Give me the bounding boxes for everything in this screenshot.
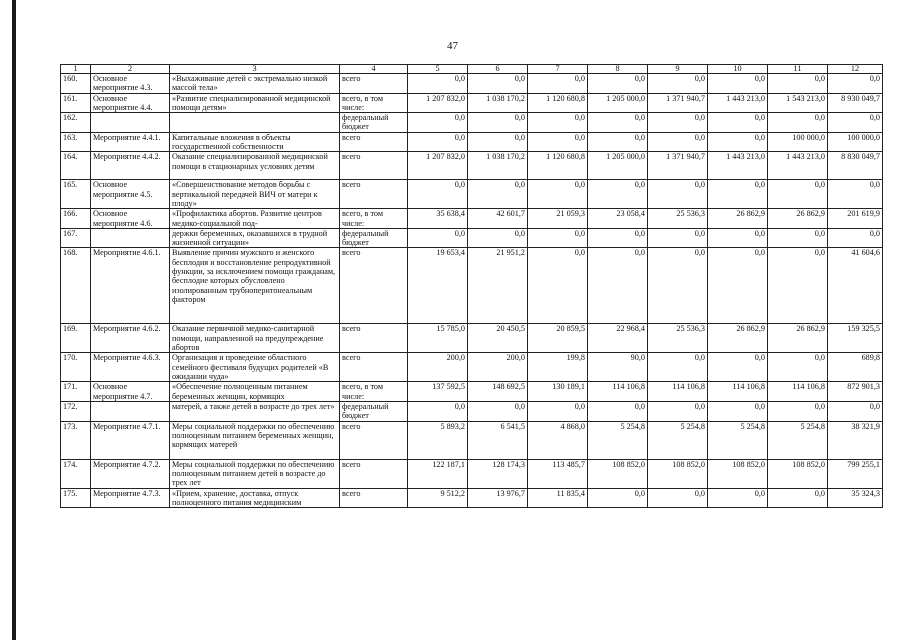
measure-description-cell: Выявление причин мужского и женского бесплодия и восстановление репродуктивной функции, за исключением помощи гражданам, бесплодие которых обусловлено изолированным трубноперитонеальным фактором [170,248,340,324]
year-value-cell: 0,0 [708,248,768,324]
year-value-cell: 0,0 [768,488,828,508]
total-value-cell: 41 604,6 [828,248,883,324]
year-value-cell: 13 976,7 [468,488,528,508]
year-value-cell: 0,0 [408,74,468,94]
row-number-cell: 163. [61,132,91,152]
year-value-cell: 0,0 [648,402,708,422]
total-value-cell: 872 901,3 [828,382,883,402]
measure-description-cell: «Выхаживание детей с экстремально низкой массой тела» [170,74,340,94]
table-row [61,488,883,508]
year-value-cell: 0,0 [468,113,528,133]
year-value-cell: 0,0 [408,402,468,422]
year-value-cell: 1 120 680,8 [528,93,588,113]
year-value-cell: 0,0 [528,228,588,248]
year-value-cell: 1 443 213,0 [708,93,768,113]
year-value-cell: 0,0 [708,228,768,248]
table-header-row [61,65,883,74]
row-number-cell: 174. [61,459,91,488]
measure-description-cell: Меры социальной поддержки по обеспечению полноценным питанием детей в возрасте до трех лет [170,459,340,488]
year-value-cell: 5 254,8 [768,421,828,459]
funding-source-cell: всего [340,180,408,209]
measure-name-cell [91,228,170,248]
year-value-cell: 21 951,2 [468,248,528,324]
year-value-cell: 11 835,4 [528,488,588,508]
year-value-cell: 1 543 213,0 [768,93,828,113]
year-value-cell: 0,0 [708,402,768,422]
table-row [61,353,883,382]
year-value-cell: 0,0 [648,113,708,133]
funding-source-cell: всего [340,132,408,152]
measure-name-cell: Мероприятие 4.6.2. [91,324,170,353]
header-cell: 1 [61,65,91,74]
year-value-cell: 5 254,8 [648,421,708,459]
measure-description-cell: матерей, а также детей в возрасте до трех лет» [170,402,340,422]
funding-source-cell: всего [340,459,408,488]
year-value-cell: 0,0 [768,248,828,324]
measure-description-cell: Оказание специализированной медицинской помощи в стационарных условиях детям [170,152,340,180]
year-value-cell: 0,0 [528,132,588,152]
year-value-cell: 42 601,7 [468,209,528,229]
year-value-cell: 108 852,0 [648,459,708,488]
year-value-cell: 1 205 000,0 [588,93,648,113]
year-value-cell: 108 852,0 [708,459,768,488]
table-row [61,248,883,324]
measure-name-cell: Мероприятие 4.7.3. [91,488,170,508]
row-number-cell: 162. [61,113,91,133]
year-value-cell: 0,0 [708,488,768,508]
year-value-cell: 0,0 [408,180,468,209]
year-value-cell: 122 187,1 [408,459,468,488]
year-value-cell: 0,0 [708,113,768,133]
year-value-cell: 1 443 213,0 [768,152,828,180]
table-row [61,228,883,248]
year-value-cell: 0,0 [588,132,648,152]
measure-name-cell: Основное мероприятие 4.5. [91,180,170,209]
year-value-cell: 199,8 [528,353,588,382]
year-value-cell: 0,0 [768,228,828,248]
year-value-cell: 113 485,7 [528,459,588,488]
year-value-cell: 0,0 [588,180,648,209]
row-number-cell: 168. [61,248,91,324]
row-number-cell: 169. [61,324,91,353]
page-number: 47 [447,40,458,52]
row-number-cell: 164. [61,152,91,180]
year-value-cell: 200,0 [408,353,468,382]
year-value-cell: 100 000,0 [768,132,828,152]
funding-source-cell: всего [340,152,408,180]
year-value-cell: 0,0 [588,248,648,324]
measure-name-cell [91,113,170,133]
measure-description-cell: «Развитие специализированной медицинской помощи детям» [170,93,340,113]
year-value-cell: 0,0 [408,228,468,248]
total-value-cell: 0,0 [828,180,883,209]
measure-name-cell: Мероприятие 4.7.2. [91,459,170,488]
total-value-cell: 201 619,9 [828,209,883,229]
measure-name-cell: Основное мероприятие 4.3. [91,74,170,94]
measure-description-cell [170,113,340,133]
year-value-cell: 0,0 [768,74,828,94]
measure-description-cell: Капитальные вложения в объекты государственной собственности [170,132,340,152]
funding-source-cell: федеральный бюджет [340,113,408,133]
year-value-cell: 0,0 [768,353,828,382]
year-value-cell: 23 058,4 [588,209,648,229]
year-value-cell: 1 205 000,0 [588,152,648,180]
year-value-cell: 6 541,5 [468,421,528,459]
table-row [61,459,883,488]
year-value-cell: 0,0 [528,402,588,422]
year-value-cell: 9 512,2 [408,488,468,508]
year-value-cell: 20 450,5 [468,324,528,353]
row-number-cell: 160. [61,74,91,94]
year-value-cell: 0,0 [468,132,528,152]
funding-source-cell: федеральный бюджет [340,402,408,422]
year-value-cell: 5 254,8 [588,421,648,459]
year-value-cell: 0,0 [648,488,708,508]
header-cell: 10 [708,65,768,74]
year-value-cell: 21 059,3 [528,209,588,229]
measure-name-cell: Мероприятие 4.4.2. [91,152,170,180]
row-number-cell: 170. [61,353,91,382]
year-value-cell: 108 852,0 [588,459,648,488]
year-value-cell: 90,0 [588,353,648,382]
row-number-cell: 172. [61,402,91,422]
measure-description-cell: «Обеспечение полноценным питанием беременных женщин, кормящих [170,382,340,402]
year-value-cell: 148 692,5 [468,382,528,402]
year-value-cell: 128 174,3 [468,459,528,488]
total-value-cell: 0,0 [828,113,883,133]
row-number-cell: 173. [61,421,91,459]
header-cell: 7 [528,65,588,74]
year-value-cell: 0,0 [468,180,528,209]
funding-source-cell: всего, в том числе: [340,382,408,402]
funding-source-cell: всего [340,488,408,508]
header-cell: 4 [340,65,408,74]
year-value-cell: 1 207 832,0 [408,93,468,113]
funding-source-cell: всего [340,421,408,459]
row-number-cell: 175. [61,488,91,508]
total-value-cell: 0,0 [828,402,883,422]
year-value-cell: 0,0 [648,228,708,248]
scan-edge-bar [12,0,16,640]
year-value-cell: 5 254,8 [708,421,768,459]
year-value-cell: 26 862,9 [768,209,828,229]
year-value-cell: 4 868,0 [528,421,588,459]
year-value-cell: 114 106,8 [768,382,828,402]
header-cell: 9 [648,65,708,74]
year-value-cell: 0,0 [648,132,708,152]
year-value-cell: 130 189,1 [528,382,588,402]
header-cell: 3 [170,65,340,74]
measure-name-cell [91,402,170,422]
header-cell: 5 [408,65,468,74]
year-value-cell: 1 371 940,7 [648,93,708,113]
year-value-cell: 1 120 680,8 [528,152,588,180]
year-value-cell: 26 862,9 [708,324,768,353]
measure-name-cell: Основное мероприятие 4.6. [91,209,170,229]
year-value-cell: 0,0 [768,402,828,422]
year-value-cell: 5 893,2 [408,421,468,459]
year-value-cell: 20 859,5 [528,324,588,353]
table-row [61,324,883,353]
table-row [61,132,883,152]
row-number-cell: 171. [61,382,91,402]
total-value-cell: 0,0 [828,228,883,248]
year-value-cell: 0,0 [648,74,708,94]
year-value-cell: 15 785,0 [408,324,468,353]
table-row [61,93,883,113]
funding-source-cell: всего [340,248,408,324]
measure-description-cell: держки беременных, оказавшихся в трудной жизненной ситуации» [170,228,340,248]
measure-name-cell: Мероприятие 4.6.1. [91,248,170,324]
funding-source-cell: всего [340,74,408,94]
header-cell: 11 [768,65,828,74]
year-value-cell: 26 862,9 [768,324,828,353]
year-value-cell: 0,0 [528,248,588,324]
table-row [61,402,883,422]
year-value-cell: 0,0 [708,180,768,209]
table-row [61,74,883,94]
funding-source-cell: всего [340,353,408,382]
year-value-cell: 35 638,4 [408,209,468,229]
year-value-cell: 108 852,0 [768,459,828,488]
row-number-cell: 167. [61,228,91,248]
year-value-cell: 0,0 [408,113,468,133]
table-row [61,382,883,402]
year-value-cell: 0,0 [708,132,768,152]
funding-source-cell: всего, в том числе: [340,93,408,113]
total-value-cell: 799 255,1 [828,459,883,488]
year-value-cell: 1 038 170,2 [468,93,528,113]
year-value-cell: 0,0 [528,113,588,133]
year-value-cell: 25 536,3 [648,209,708,229]
total-value-cell: 100 000,0 [828,132,883,152]
total-value-cell: 8 830 049,7 [828,152,883,180]
year-value-cell: 0,0 [588,113,648,133]
measure-description-cell: Оказание первичной медико-санитарной помощи, направленной на предупреждение абортов [170,324,340,353]
measure-description-cell: Меры социальной поддержки по обеспечению полноценным питанием беременных женщин, кормящих матерей [170,421,340,459]
year-value-cell: 0,0 [408,132,468,152]
table-row [61,113,883,133]
year-value-cell: 1 371 940,7 [648,152,708,180]
year-value-cell: 0,0 [708,74,768,94]
year-value-cell: 0,0 [768,113,828,133]
year-value-cell: 19 653,4 [408,248,468,324]
year-value-cell: 0,0 [708,353,768,382]
row-number-cell: 165. [61,180,91,209]
year-value-cell: 0,0 [648,248,708,324]
header-cell: 8 [588,65,648,74]
total-value-cell: 689,8 [828,353,883,382]
funding-source-cell: всего, в том числе: [340,209,408,229]
year-value-cell: 0,0 [648,353,708,382]
total-value-cell: 0,0 [828,74,883,94]
measure-description-cell: «Профилактика абортов. Развитие центров медико-социальной под- [170,209,340,229]
year-value-cell: 114 106,8 [708,382,768,402]
year-value-cell: 25 536,3 [648,324,708,353]
table-row [61,421,883,459]
year-value-cell: 137 592,5 [408,382,468,402]
year-value-cell: 0,0 [768,180,828,209]
measure-name-cell: Мероприятие 4.7.1. [91,421,170,459]
funding-source-cell: всего [340,324,408,353]
measure-name-cell: Основное мероприятие 4.7. [91,382,170,402]
total-value-cell: 8 930 049,7 [828,93,883,113]
budget-table [60,64,883,508]
total-value-cell: 38 321,9 [828,421,883,459]
row-number-cell: 166. [61,209,91,229]
year-value-cell: 200,0 [468,353,528,382]
row-number-cell: 161. [61,93,91,113]
table-row [61,209,883,229]
year-value-cell: 0,0 [588,488,648,508]
year-value-cell: 0,0 [528,180,588,209]
measure-description-cell: Организация и проведение областного семейного фестиваля будущих родителей «В ожидании чуда» [170,353,340,382]
year-value-cell: 0,0 [588,402,648,422]
header-cell: 6 [468,65,528,74]
measure-description-cell: «Совершенствование методов борьбы с вертикальной передачей ВИЧ от матери к плоду» [170,180,340,209]
year-value-cell: 0,0 [468,402,528,422]
year-value-cell: 26 862,9 [708,209,768,229]
year-value-cell: 114 106,8 [648,382,708,402]
funding-source-cell: федеральный бюджет [340,228,408,248]
header-cell: 2 [91,65,170,74]
measure-description-cell: «Прием, хранение, доставка, отпуск полноценного питания медицинским [170,488,340,508]
year-value-cell: 1 207 832,0 [408,152,468,180]
year-value-cell: 0,0 [588,228,648,248]
table-row [61,152,883,180]
year-value-cell: 1 443 213,0 [708,152,768,180]
year-value-cell: 0,0 [588,74,648,94]
total-value-cell: 35 324,3 [828,488,883,508]
year-value-cell: 114 106,8 [588,382,648,402]
year-value-cell: 0,0 [648,180,708,209]
measure-name-cell: Мероприятие 4.6.3. [91,353,170,382]
measure-name-cell: Мероприятие 4.4.1. [91,132,170,152]
year-value-cell: 1 038 170,2 [468,152,528,180]
total-value-cell: 159 325,5 [828,324,883,353]
year-value-cell: 0,0 [528,74,588,94]
year-value-cell: 22 968,4 [588,324,648,353]
table-row [61,180,883,209]
year-value-cell: 0,0 [468,228,528,248]
measure-name-cell: Основное мероприятие 4.4. [91,93,170,113]
year-value-cell: 0,0 [468,74,528,94]
header-cell: 12 [828,65,883,74]
